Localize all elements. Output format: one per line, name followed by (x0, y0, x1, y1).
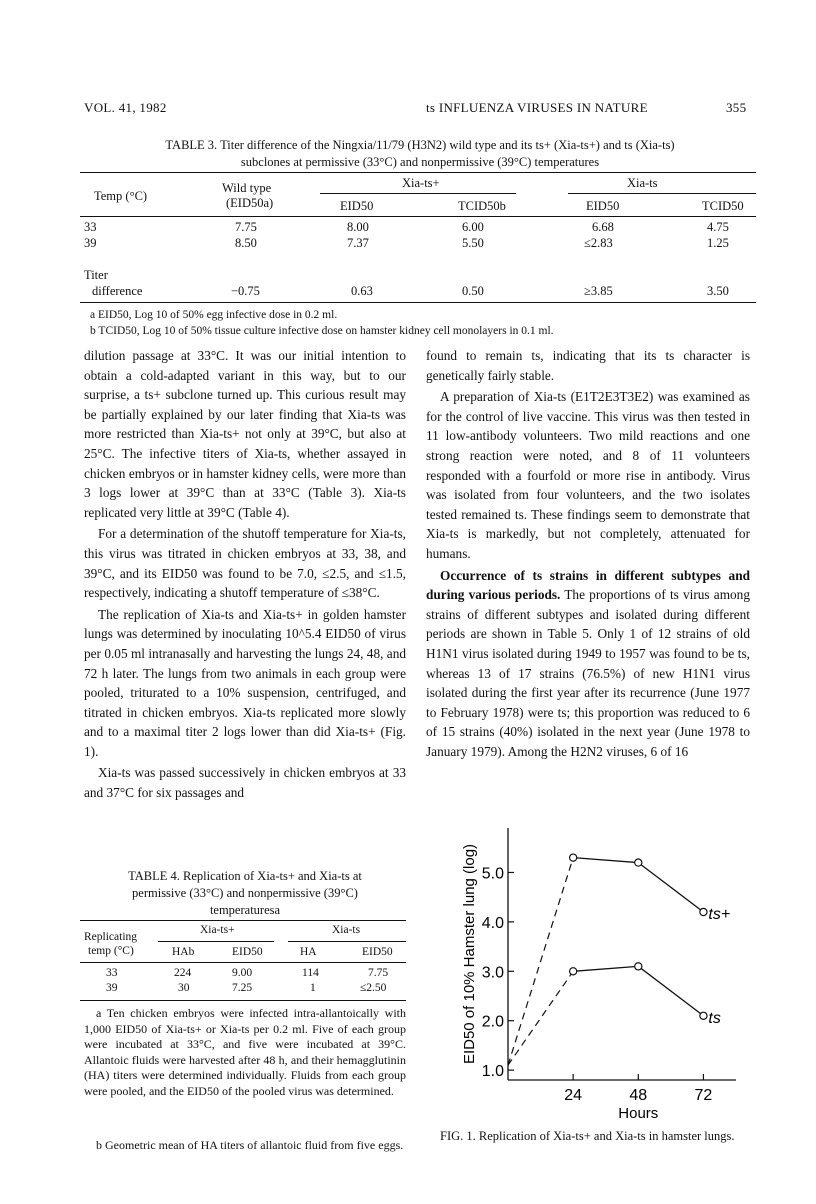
left-paragraph-1: dilution passage at 33°C. It was our initial intention to obtain a cold-adapted variant in this way, but to our surprise, a ts+ subclone turned up. This curious result may be partially explained by our later finding that Xia-ts was more restricted than Xia-ts+ not only at 39°C, but also at 25°C. The infective titers of Xia-ts, whether assayed in chicken embryos or in hamster kidney cells, were more than 3 logs lower at 39°C than at 33°C (Table 3). Xia-ts replicated very little at 39°C (Table 4). (84, 348, 406, 520)
series-line-dashed (508, 971, 573, 1065)
table4-row-tsp-eid: 7.25 (232, 982, 253, 994)
table3-row-ts-tcid: 1.25 (707, 236, 729, 250)
table4-title (84, 868, 406, 919)
y-tick-label: 5.0 (481, 865, 504, 883)
left-paragraph-4: Xia-ts was passed successively in chicken embryos at 33 and 37°C for six passages and (84, 765, 406, 801)
table4-row-ts-eid: 7.75 (368, 967, 389, 979)
figure-1-chart (456, 818, 756, 1126)
table4-group-ts-plus: Xia-ts+ (200, 924, 235, 936)
table3-row-temp: 39 (84, 236, 97, 250)
table4-sub-eid-tsp: EID50 (232, 946, 263, 958)
series-label: ts+ (708, 906, 731, 923)
table3-col-wild-type: Wild type (222, 181, 272, 195)
table3-col-temp: Temp (°C) (94, 189, 148, 203)
table3-footnote-b: b TCID50, Log 10 of 50% tissue culture infective dose on hamster kidney cell monolayers in 0.1 ml. (90, 325, 554, 337)
table4-sub-eid-ts: EID50 (362, 946, 393, 958)
table3-col-wild-type-unit: (EID50a) (226, 196, 274, 210)
table4-row-ts-ha: 114 (302, 967, 319, 979)
table4-sub-ha-b: HAb (172, 946, 195, 958)
table3-row-ts-eid: 6.68 (592, 220, 614, 234)
data-point (635, 963, 642, 970)
table3-sub-eid-ts: EID50 (586, 199, 620, 213)
table4-row-temp: 33 (106, 967, 118, 979)
right-paragraph-2: A preparation of Xia-ts (E1T2E3T3E2) was examined as for the control of live vaccine. This virus was then tested in 11 low-antibody volunteers. Two mild reactions and one strong reaction were noted, and 8 of 11 volunteers responded with a fourfold or more rise in antibody. Virus was isolated from four volunteers, and the two isolates tested remained ts. These findings seem to demonstrate that Xia-ts is markedly, but not completely, attenuated for humans. (426, 389, 750, 561)
table4-row-temp: 39 (106, 982, 118, 994)
table3-title-line1: TABLE 3. Titer difference of the Ningxia/11/79 (H3N2) wild type and its ts+ (Xia-ts+) and ts (Xia-ts) (165, 138, 675, 152)
table4-footnote-a: a Ten chicken embryos were infected intra-allantoically with 1,000 EID50 of Xia-ts+ or Xia-ts per 0.2 ml. Five of each group were incubated at 33°C, and five were incubated at 39°C. Allantoic fluids were harvested after 48 h, and their hemagglutinin (HA) titers were determined individually. Fluids from each group were pooled, and the EID50 of the pooled virus was determined. (84, 1006, 406, 1098)
table3-row-wild: 8.50 (235, 236, 257, 250)
table4-footnote-b: b Geometric mean of HA titers of allantoic fluid from five eggs. (96, 1138, 404, 1152)
data-point (700, 908, 707, 915)
left-paragraph-2: For a determination of the shutoff temperature for Xia-ts, this virus was titrated in chicken embryos at 33, 38, and 39°C, and its EID50 was found to be 7.0, ≤2.5, and ≤1.5, respectively, indicating a shutoff temperature of ≤38°C. (84, 526, 406, 601)
left-column (84, 346, 406, 803)
table3-title (100, 137, 740, 171)
data-point (635, 859, 642, 866)
table3-diff-wild: −0.75 (231, 284, 260, 298)
table4-group-ts: Xia-ts (332, 924, 361, 936)
right-column (426, 346, 750, 761)
table3-row-ts-eid: ≤2.83 (584, 236, 613, 250)
table3-sub-eid-tsp: EID50 (340, 199, 374, 213)
header-page-number: 355 (726, 100, 747, 115)
table4-row-tsp-eid: 9.00 (232, 967, 253, 979)
table4-title-line1: TABLE 4. Replication of Xia-ts+ and Xia-ts at (128, 869, 362, 883)
table3-row-tsp-eid: 7.37 (347, 236, 369, 250)
x-tick-label: 72 (694, 1087, 713, 1104)
table3-group-ts-plus: Xia-ts+ (402, 176, 440, 190)
table4-row-tsp-ha: 30 (178, 982, 190, 994)
right-paragraph-3: The proportions of ts virus among strains of different subtypes and isolated during different periods are shown in Table 5. Only 1 of 12 strains of old H1N1 virus isolated during 1949 to 1957 was found to be ts, whereas 13 of 17 strains (76.5%) of new H1N1 virus isolated during the first year after its recurrence (June 1977 to February 1978) were ts; this proportion was reduced to 6 of 15 strains (40%) isolated in the next year (June 1978 to January 1979). Among the H2N2 viruses, 6 of 16 (426, 587, 750, 759)
x-axis-label: Hours (618, 1105, 659, 1122)
table3-diff-ts-tcid: 3.50 (707, 284, 729, 298)
x-tick-label: 48 (629, 1087, 648, 1104)
table3-diff-label-2: difference (92, 284, 143, 298)
table3-diff-tsp-eid: 0.63 (351, 284, 373, 298)
series-line (573, 966, 703, 1015)
table3-diff-ts-eid: ≥3.85 (584, 284, 613, 298)
table3-diff-tsp-tcid: 0.50 (462, 284, 484, 298)
table3-footnote-a: a EID50, Log 10 of 50% egg infective dose in 0.2 ml. (90, 309, 338, 321)
data-point (700, 1012, 707, 1019)
table4-title-line2: permissive (33°C) and nonpermissive (39°C) (132, 886, 358, 900)
table4-title-line3: temperaturesa (209, 903, 281, 917)
left-paragraph-3: The replication of Xia-ts and Xia-ts+ in golden hamster lungs was determined by inoculating 10^5.4 EID50 of virus per 0.05 ml intranasally and harvesting the lungs 24, 48, and 72 h later. The lungs from two animals in each group were pooled, triturated to a 10% suspension, centrifuged, and titrated in chicken embryos. Xia-ts replicated more slowly and to a maximal titer 2 logs lower than did Xia-ts+ (Fig. 1). (84, 606, 406, 759)
figure-1-caption: FIG. 1. Replication of Xia-ts+ and Xia-ts in hamster lungs. (440, 1129, 735, 1143)
table3-row-ts-tcid: 4.75 (707, 220, 729, 234)
table4-row-ts-eid: ≤2.50 (360, 982, 387, 994)
y-axis-label: EID50 of 10% Hamster lung (log) (461, 843, 478, 1065)
header-running-title: ts INFLUENZA VIRUSES IN NATURE (426, 100, 648, 115)
series-line-dashed (508, 858, 573, 1066)
table4-col-rep: Replicating (84, 931, 138, 943)
series-label: ts (708, 1009, 721, 1027)
table3-row-tsp-tcid: 5.50 (462, 236, 484, 250)
table3-row-wild: 7.75 (235, 220, 257, 234)
y-tick-label: 4.0 (481, 914, 504, 932)
y-tick-label: 2.0 (481, 1013, 504, 1031)
table4-sub-ha: HA (300, 946, 317, 958)
table3-group-ts: Xia-ts (627, 176, 658, 190)
header-volume: VOL. 41, 1982 (84, 100, 167, 115)
table3-sub-tcid-tsp: TCID50b (458, 199, 506, 213)
table3-title-line2: subclones at permissive (33°C) and nonpermissive (39°C) temperatures (240, 155, 600, 169)
table3-row-temp: 33 (84, 220, 97, 234)
y-tick-label: 1.0 (481, 1063, 504, 1081)
data-point (570, 854, 577, 861)
table4-row-ts-ha: 1 (310, 982, 316, 994)
table3-diff-label: Titer (84, 268, 108, 282)
table3-sub-tcid-ts: TCID50 (702, 199, 744, 213)
data-point (570, 968, 577, 975)
right-paragraph-1: found to remain ts, indicating that its ts character is genetically fairly stable. (426, 348, 750, 383)
table3-row-tsp-eid: 8.00 (347, 220, 369, 234)
section-heading: Occurrence of ts strains in different subtypes and during various periods. (426, 567, 750, 603)
table4-row-tsp-ha: 224 (174, 967, 192, 979)
x-tick-label: 24 (564, 1087, 583, 1104)
y-tick-label: 3.0 (481, 964, 504, 982)
table4-col-rep-2: temp (°C) (88, 945, 134, 957)
table3-row-tsp-tcid: 6.00 (462, 220, 484, 234)
